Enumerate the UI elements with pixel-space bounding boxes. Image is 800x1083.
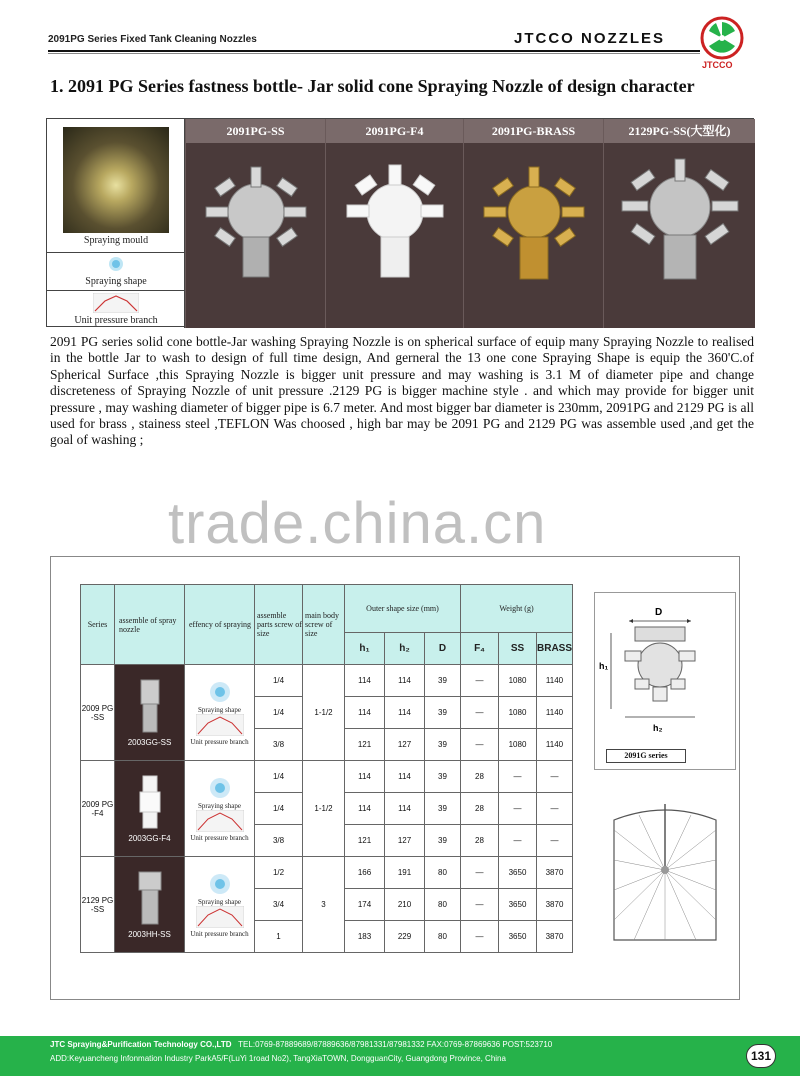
cell-brass: 1140 — [537, 729, 573, 761]
cell-h1: 174 — [345, 889, 385, 921]
table-row — [81, 857, 573, 889]
pressure-distribution-icon — [196, 906, 244, 928]
cell-h1: 114 — [345, 793, 385, 825]
unit-pressure-cell — [47, 291, 185, 328]
shape-label: Spraying shape — [198, 705, 241, 714]
section-title: 1. 2091 PG Series fastness bottle- Jar solid cone Spraying Nozzle of design character — [50, 76, 695, 96]
branch-label: Unit pressure branch — [190, 737, 249, 746]
shape-label: Spraying shape — [198, 897, 241, 906]
footer-company: JTC Spraying&Purification Technology CO.,LTD — [50, 1040, 232, 1049]
product-title: 2129PG-SS(大型化) — [604, 119, 755, 143]
cell-h2: 114 — [385, 665, 425, 697]
col-h1: h₁ — [345, 633, 385, 665]
large-steel-nozzle-image — [618, 157, 742, 297]
watermark: trade.china.cn — [168, 491, 547, 556]
nozzle-image — [135, 678, 165, 736]
spec-table — [80, 584, 573, 953]
cell-parts: 1/4 — [255, 665, 303, 697]
cell-brass: 1140 — [537, 665, 573, 697]
brass-nozzle-image — [479, 157, 589, 297]
cell-ss: 1080 — [499, 665, 537, 697]
cell-d: 39 — [425, 729, 461, 761]
page-number: 131 — [746, 1044, 776, 1068]
dim-d-label: D — [655, 607, 663, 618]
cell-h2: 127 — [385, 729, 425, 761]
cell-h2: 114 — [385, 793, 425, 825]
product-2129pg-ss — [603, 119, 755, 328]
col-effic: effency of spraying — [185, 585, 255, 665]
table-row — [81, 761, 573, 793]
cell-d: 39 — [425, 761, 461, 793]
cell-f4: 28 — [461, 793, 499, 825]
col-parts: assemble parts screw of size — [255, 585, 303, 665]
pressure-distribution-icon — [196, 810, 244, 832]
cell-parts: 1/4 — [255, 761, 303, 793]
product-title: 2091PG-SS — [186, 119, 325, 143]
col-ss: SS — [499, 633, 537, 665]
branch-label: Unit pressure branch — [190, 833, 249, 842]
header-running-title: 2091PG Series Fixed Tank Cleaning Nozzles — [48, 34, 257, 45]
cell-parts: 1/4 — [255, 793, 303, 825]
cell-brass: 1140 — [537, 697, 573, 729]
cell-brass: — — [537, 825, 573, 857]
cell-brass: — — [537, 761, 573, 793]
cell-h1: 166 — [345, 857, 385, 889]
cell-h1: 114 — [345, 697, 385, 729]
spraying-mould-photo — [63, 127, 169, 233]
product-title: 2091PG-BRASS — [464, 119, 603, 143]
branch-label: Unit pressure branch — [190, 929, 249, 938]
cell-ss: 1080 — [499, 697, 537, 729]
footer-contact-line — [50, 1040, 552, 1049]
spray-pattern-icon — [208, 680, 232, 704]
product-2091pg-brass — [463, 119, 603, 328]
spraying-mould-cell — [47, 119, 185, 253]
cell-h1: 183 — [345, 921, 385, 953]
footer-address: ADD:Keyuancheng Infonmation Industry ParkA5/F(LuYi 1road No2), TangXiaTOWN, DongguanCity, Guangdong Province, China — [50, 1054, 506, 1063]
cell-ss: 1080 — [499, 729, 537, 761]
cell-ss: 3650 — [499, 857, 537, 889]
spray-pattern-icon — [107, 255, 125, 273]
dimension-diagram — [594, 592, 736, 770]
spraying-shape-caption: Spraying shape — [85, 276, 147, 287]
cell-h2: 210 — [385, 889, 425, 921]
nozzle-image — [135, 870, 165, 928]
spraying-shape-cell — [47, 253, 185, 291]
effic-cell — [185, 857, 255, 953]
teflon-nozzle-image — [345, 157, 445, 297]
cell-h2: 229 — [385, 921, 425, 953]
cell-main: 3 — [303, 857, 345, 953]
cell-d: 39 — [425, 825, 461, 857]
jtcco-logo-icon — [696, 14, 748, 66]
cell-h2: 127 — [385, 825, 425, 857]
cell-h1: 121 — [345, 729, 385, 761]
shape-label: Spraying shape — [198, 801, 241, 810]
series-cell: 2009 PG -SS — [81, 665, 115, 761]
description-paragraph: 2091 PG series solid cone bottle-Jar washing Spraying Nozzle is on spherical surface of equip many Spraying Nozzle to realised in the bottle Jar to wash to design of full time design, And gerneral the 13 one cone Spraying Shape is equip the 360'C.of Spherical Surface ,this Spraying Nozzle is bigger unit pressure and may washing is 3.1 M of diameter pipe and change discreteness of Spraying Nozzle of unit pressure .2129 PG is bigger machine style . and which may provide for bigger unit pressure , may washing diameter of bigger pipe is 6.7 meter. And most bigger bar diameter is 230mm, 2091PG and 2129 PG is all used for brass , stainess steel ,TEFLON Was choosed , high bar may be 2091 PG and 2129 PG was assemble used ,and get the goal of washing ; — [50, 334, 754, 448]
col-series: Series — [81, 585, 115, 665]
assemble-cell — [115, 761, 185, 857]
footer-contact: TEL:0769-87889689/87889636/87981331/87981332 FAX:0769-87869636 POST:523710 — [238, 1040, 553, 1049]
assemble-label: 2003HH-SS — [128, 930, 171, 939]
cell-brass: 3870 — [537, 921, 573, 953]
cell-f4: — — [461, 729, 499, 761]
product-2091pg-ss — [185, 119, 325, 328]
cell-brass: — — [537, 793, 573, 825]
spray-pattern-icon — [208, 776, 232, 800]
cell-ss: — — [499, 761, 537, 793]
nozzle-image — [135, 774, 165, 832]
pressure-distribution-icon — [196, 714, 244, 736]
cell-h2: 114 — [385, 697, 425, 729]
table-row — [81, 665, 573, 697]
series-cell: 2009 PG -F4 — [81, 761, 115, 857]
col-brass: BRASS — [537, 633, 573, 665]
cell-f4: — — [461, 857, 499, 889]
cell-main: 1-1/2 — [303, 665, 345, 761]
product-title: 2091PG-F4 — [326, 119, 463, 143]
cell-d: 39 — [425, 697, 461, 729]
assemble-cell — [115, 857, 185, 953]
cell-d: 80 — [425, 889, 461, 921]
cell-f4: 28 — [461, 825, 499, 857]
header-rule-thin — [48, 53, 700, 54]
product-2091pg-f4 — [325, 119, 463, 328]
effic-cell — [185, 761, 255, 857]
cell-ss: — — [499, 793, 537, 825]
cell-ss: 3650 — [499, 889, 537, 921]
cell-parts: 3/8 — [255, 825, 303, 857]
pressure-distribution-icon — [93, 293, 139, 313]
product-table-left-column — [47, 119, 185, 328]
col-main: main body screw of size — [303, 585, 345, 665]
cell-d: 80 — [425, 857, 461, 889]
nozzle-dimension-drawing — [595, 593, 737, 743]
assemble-cell — [115, 665, 185, 761]
dim-h1-label: h₁ — [599, 661, 609, 671]
cell-parts: 1/2 — [255, 857, 303, 889]
logo-text: JTCCO — [702, 60, 733, 70]
cell-d: 80 — [425, 921, 461, 953]
cell-ss: — — [499, 825, 537, 857]
header-rule — [48, 50, 700, 52]
cell-d: 39 — [425, 665, 461, 697]
cell-brass: 3870 — [537, 889, 573, 921]
col-f4: F₄ — [461, 633, 499, 665]
product-table — [46, 118, 754, 327]
cell-f4: — — [461, 921, 499, 953]
cell-ss: 3650 — [499, 921, 537, 953]
col-h2: h₂ — [385, 633, 425, 665]
cell-h1: 121 — [345, 825, 385, 857]
dim-h2-label: h₂ — [653, 723, 663, 733]
steel-nozzle-image — [201, 157, 311, 297]
col-outer: Outer shape size (mm) — [345, 585, 461, 633]
cell-h2: 191 — [385, 857, 425, 889]
col-weight: Weight (g) — [461, 585, 573, 633]
unit-pressure-caption: Unit pressure branch — [74, 315, 158, 326]
cell-parts: 3/8 — [255, 729, 303, 761]
cell-parts: 1 — [255, 921, 303, 953]
brand-name: JTCCO NOZZLES — [514, 30, 666, 47]
cell-f4: — — [461, 697, 499, 729]
cell-f4: 28 — [461, 761, 499, 793]
cell-brass: 3870 — [537, 857, 573, 889]
assemble-label: 2003GG-SS — [127, 738, 172, 747]
cell-f4: — — [461, 889, 499, 921]
col-assemble: assemble of spray nozzle — [115, 585, 185, 665]
assemble-label: 2003GG-F4 — [128, 834, 171, 843]
series-cell: 2129 PG -SS — [81, 857, 115, 953]
spray-pattern-icon — [208, 872, 232, 896]
cell-parts: 1/4 — [255, 697, 303, 729]
effic-cell — [185, 665, 255, 761]
col-d: D — [425, 633, 461, 665]
cell-h1: 114 — [345, 761, 385, 793]
cell-main: 1-1/2 — [303, 761, 345, 857]
cell-h1: 114 — [345, 665, 385, 697]
cell-d: 39 — [425, 793, 461, 825]
diagram-caption: 2091G series — [606, 749, 686, 763]
tank-spray-diagram — [594, 800, 736, 950]
cell-h2: 114 — [385, 761, 425, 793]
cell-parts: 3/4 — [255, 889, 303, 921]
spraying-mould-caption: Spraying mould — [83, 235, 149, 246]
cell-f4: — — [461, 665, 499, 697]
